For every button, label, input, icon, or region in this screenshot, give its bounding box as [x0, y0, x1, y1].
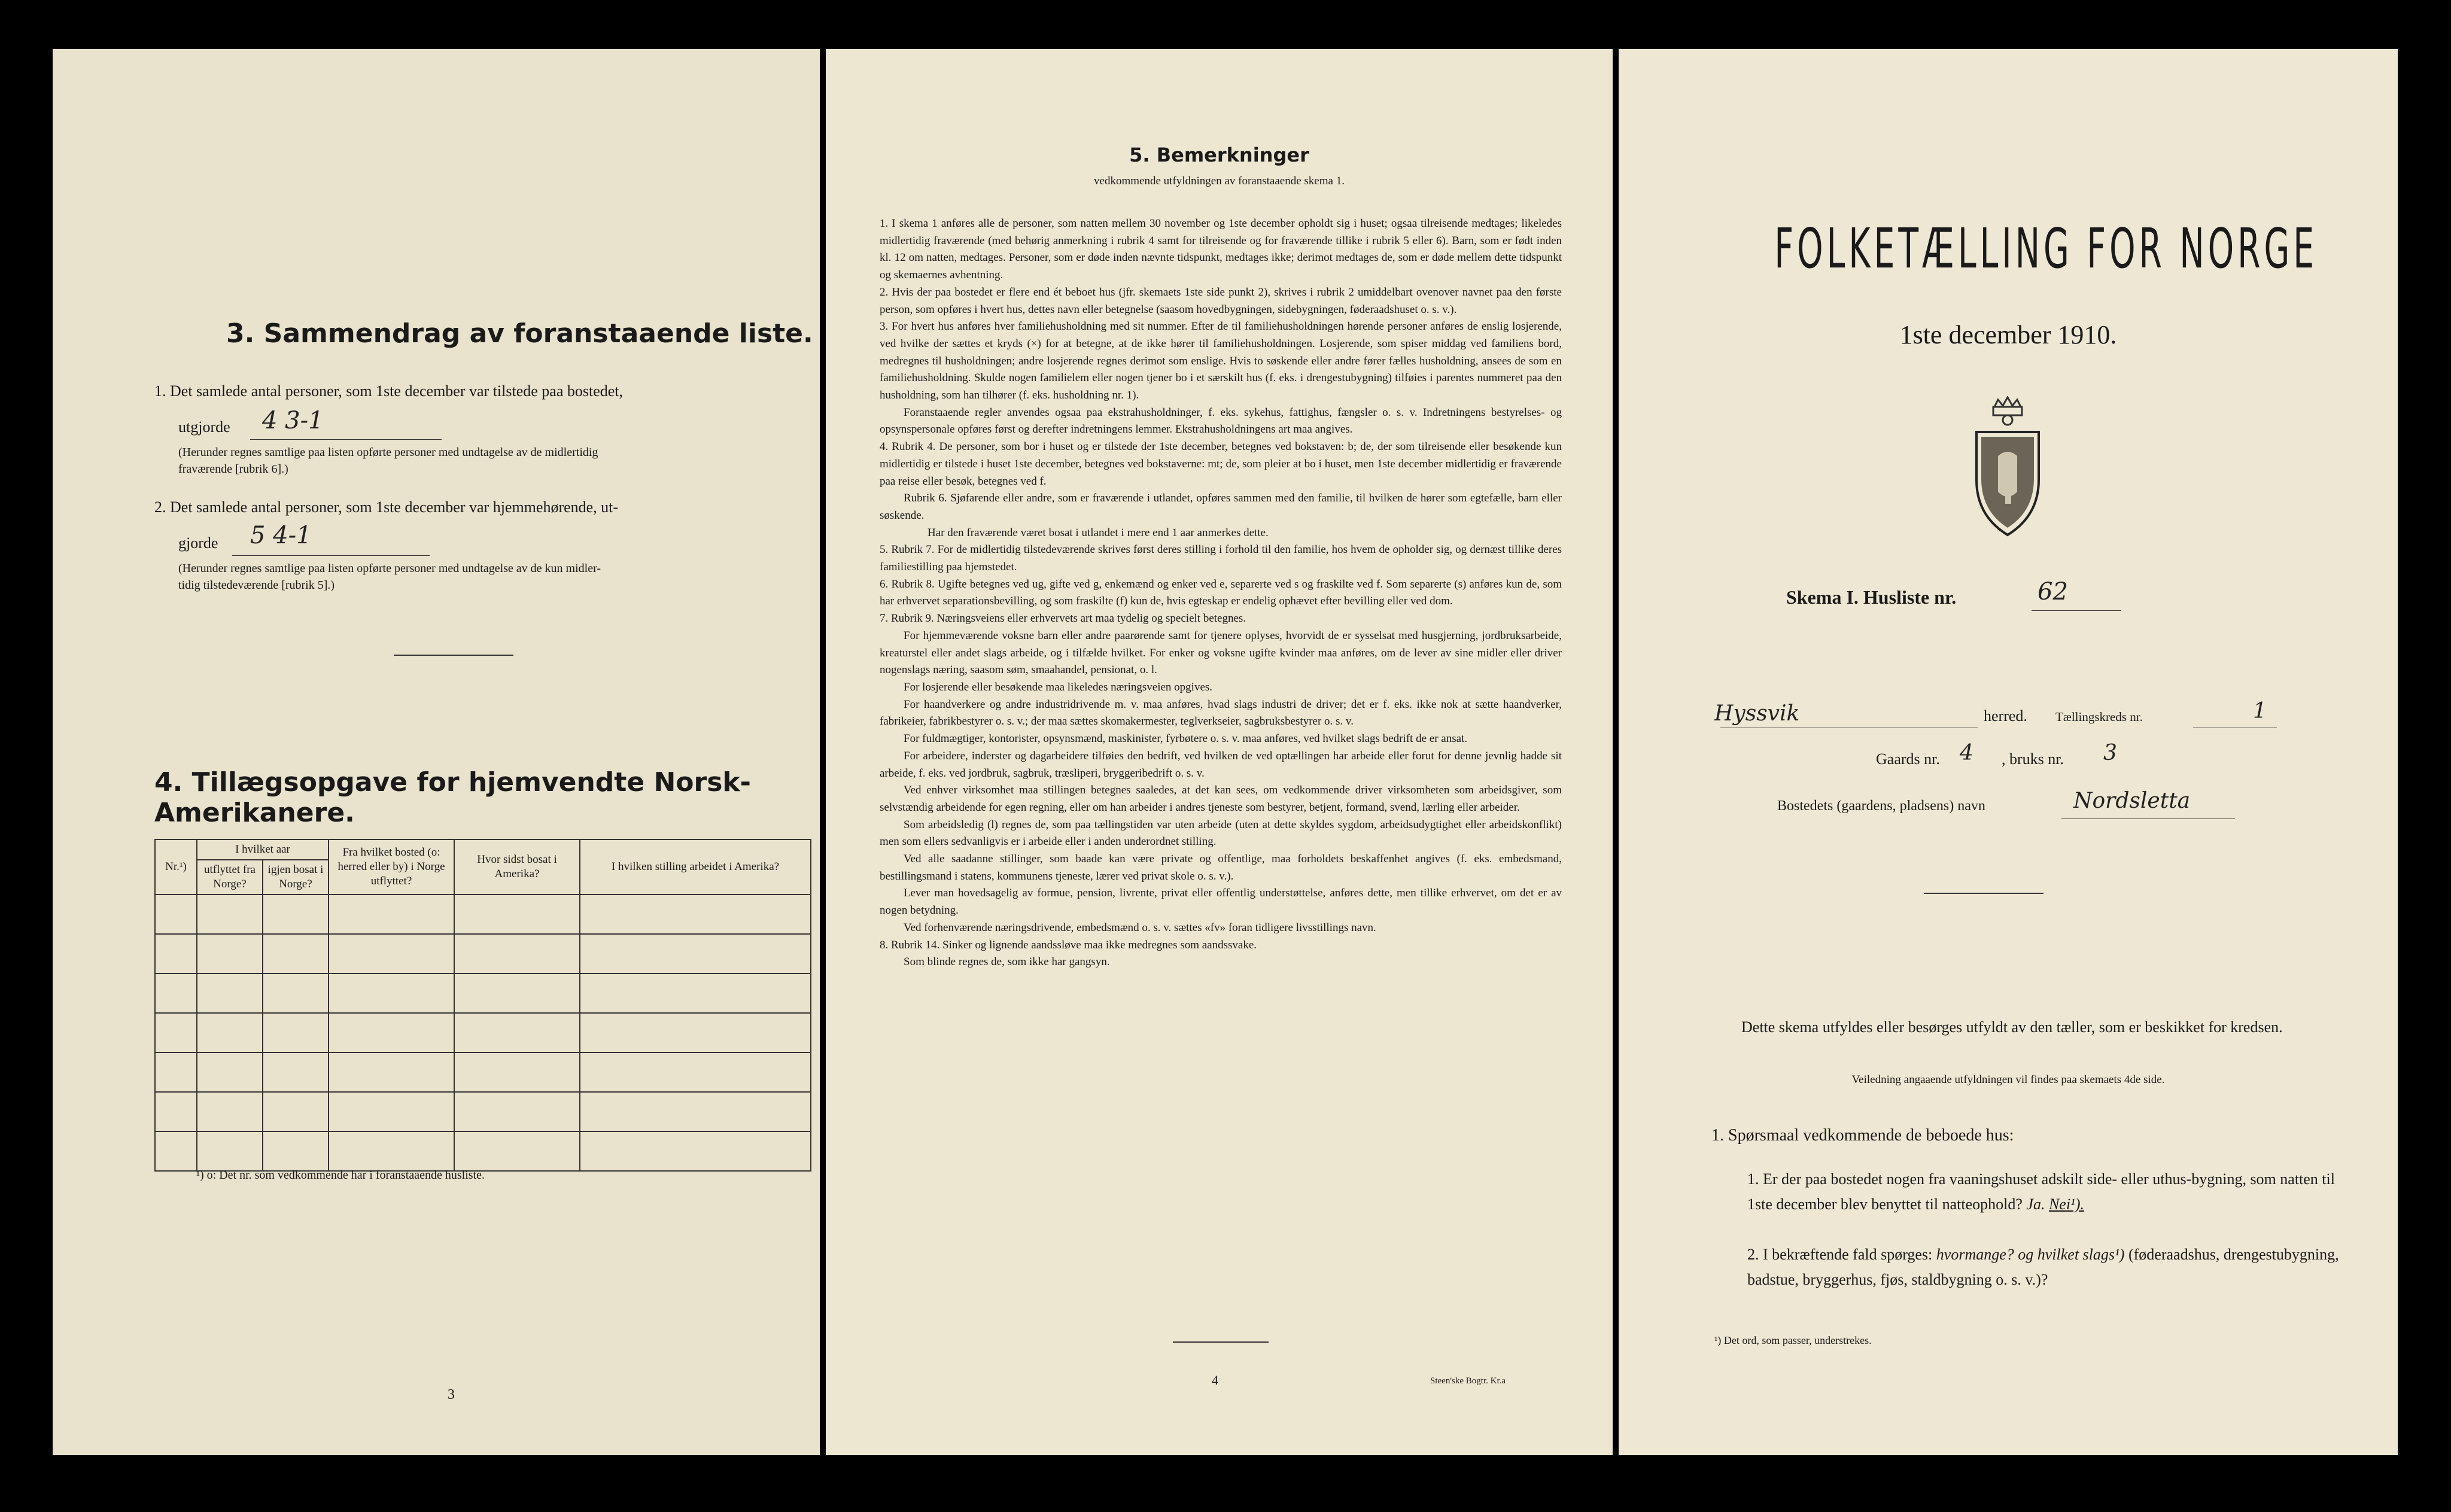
q1-label: utgjorde	[178, 418, 230, 436]
remark-3-extra: Foranstaaende regler anvendes ogsaa paa ekstrahusholdninger, f. eks. sykehus, fattighus, fængsler o. s. v. Indretningens bestyrelses- og opsynspersonale opføres først og derefter indretningens lemmer. Ekstrahusholdningens art maa angives.	[880, 406, 1562, 436]
norsk-amerikanere-table	[154, 839, 811, 1172]
remarks-title: 5. Bemerkninger	[1129, 144, 1309, 166]
remark-7-e: For arbeidere, inderster og dagarbeidere tilføies den bedrift, ved hvilken de ved optællingen har arbeide eller forut for denne jevnlig hadde sit arbeide, f. eks. ved jordbruk, sagbruk, træsliperi, bryggeribedrift o. s. v.	[880, 749, 1562, 780]
bosted-value: Nordsletta	[2073, 789, 2191, 813]
gaards-label: Gaards nr.	[1876, 750, 1940, 768]
remarks-body	[880, 215, 1562, 971]
answer-ja: Ja.	[2026, 1195, 2045, 1213]
title-wrap	[1619, 217, 2398, 281]
q1-handwritten-value: 4 3-1	[262, 407, 324, 434]
answer-nei: Nei¹).	[2048, 1195, 2085, 1213]
page-middle	[826, 49, 1613, 1455]
col-header-returned: igjen bosat i Norge?	[263, 860, 329, 895]
remark-4-abroad: Har den fraværende været bosat i utlandet i mere end 1 aar anmerkes dette.	[928, 526, 1269, 539]
table-row	[155, 895, 811, 934]
question-2-slags: og hvilket slags¹)	[2018, 1246, 2125, 1263]
instruction-text: Dette skema utfyldes eller besørges utfyldt av den tæller, som er beskikket for kredsen.	[1741, 1018, 2283, 1036]
q2-note-line2: tidig tilstedeværende [rubrik 5].)	[178, 579, 335, 592]
herred-value: Hyssvik	[1714, 701, 1800, 726]
section-4-title: 4. Tillægsopgave for hjemvendte Norsk-Amerikanere.	[154, 767, 751, 828]
table-row	[155, 1013, 811, 1052]
remark-1: 1. I skema 1 anføres alle de personer, som natten mellem 30 november og 1ste december opholdt sig i huset; ogsaa tilreisende medtages; likeledes midlertidig fraværende (med behørig anmerkning i rubrik 4 samt for tilreisende og for fraværende tillike i rubrik 5 eller 6). Barn, som er født inden kl. 12 om natten, medtages. Personer, som er døde inden nævnte tidspunkt, medtages ikke; derimot medtages de, som er døde mellem dette tidspunkt og skemaernes avhentning.	[880, 217, 1562, 282]
remark-7-a: For hjemmeværende voksne barn eller andre paarørende samt for tjenere oplyses, hvorvidt de er sysselsat med husgjerning, jordbruksarbeide, kreaturstel eller andet slags arbeide, og i tilfælde hvilket. For enker og voksne ugifte kvinder maa anføres, om de lever av sine midler eller driver nogenslags næring, saasom søm, smaahandel, pensionat, o. l.	[880, 629, 1562, 677]
remark-7-f: Ved enhver virksomhet maa stillingen betegnes saaledes, at det kan sees, om vedkommende driver virksomheten som arbeidsgiver, som selvstændig arbeidende for egen regning, eller om han arbeider i andres tjeneste som bestyrer, betjent, formand, svend, lærling eller arbeider.	[880, 784, 1562, 814]
q1-note-line1: (Herunder regnes samtlige paa listen opførte personer med undtagelse av de midlertidig	[178, 446, 598, 459]
q1-note	[178, 444, 813, 477]
remark-7-d: For fuldmægtiger, kontorister, opsynsmænd, maskinister, fyrbøtere o. s. v. maa anføres, ved hvilket slags bedrift de er ansat.	[904, 732, 1468, 746]
footnote: ¹) Det ord, som passer, understrekes.	[1714, 1334, 1872, 1346]
q2-note-line1: (Herunder regnes samtlige paa listen opførte personer med undtagelse av de kun midler-	[178, 562, 601, 575]
remark-4: 4. Rubrik 4. De personer, som bor i huset og er tilstede der 1ste december, betegnes ved bokstaven: b; de, der som tilreisende eller besøkende kun midlertidig er tilstede i huset 1ste december, betegnes ved bokstaverne: mt; de, som pleier at bo i huset, men 1ste december midlertidig er fraværende paa reise eller besøk, betegnes ved f.	[880, 440, 1562, 488]
husliste-nr-value: 62	[2038, 578, 2068, 606]
remark-2: 2. Hvis der paa bostedet er flere end ét beboet hus (jfr. skemaets 1ste side punkt 2), skrives i rubrik 2 umiddelbart ovenover navnet paa den første person, som opføres i hvert hus, dettes navn eller betegnelse (saasom hovedbygningen, sidebygningen, føderaadshuset o. s. v.).	[880, 285, 1562, 316]
remark-7-j: Ved forhenværende næringsdrivende, embedsmænd o. s. v. sættes «fv» foran tidligere livsstillings navn.	[904, 921, 1376, 934]
section-divider	[394, 655, 513, 656]
questions-heading: 1. Spørsmaal vedkommende de beboede hus:	[1711, 1126, 2014, 1145]
question-1-text: 1. Er der paa bostedet nogen fra vaaningshuset adskilt side- eller uthus-bygning, som natten til 1ste december blev benyttet til natteophold?	[1747, 1170, 2335, 1213]
section-3-title: 3. Sammendrag av foranstaaende liste.	[226, 318, 813, 349]
table-header-row-1	[155, 839, 811, 860]
bruks-value: 3	[2103, 741, 2117, 765]
instruction-guide: Veiledning angaaende utfyldningen vil findes paa skemaets 4de side.	[1851, 1073, 2165, 1086]
ornament-divider	[1924, 893, 2043, 894]
printer-mark: Steen'ske Bogtr. Kr.a	[1430, 1376, 1506, 1386]
table-row	[155, 934, 811, 973]
question-2-hvormange: hvormange?	[1936, 1246, 2014, 1263]
table-row	[155, 1052, 811, 1092]
table-row	[155, 1131, 811, 1171]
q2-handwritten-value: 5 4-1	[250, 522, 312, 549]
remark-7-c: For haandverkere og andre industridrivende m. v. maa anføres, hvad slags industri de driver; det er f. eks. ikke nok at sætte haandverker, fabrikeier, fabrikbestyrer o. s. v.; der maa sættes skomakermester, teglverkseier, sagbruksbestyrer o. s. v.	[880, 698, 1562, 728]
col-header-from: Fra hvilket bosted (o: herred eller by) i Norge utflyttet?	[329, 839, 454, 895]
remarks-subtitle: vedkommende utfyldningen av foranstaaende skema 1.	[1094, 175, 1345, 187]
col-header-group-year: I hvilket aar	[197, 839, 329, 860]
remark-7-i: Lever man hovedsagelig av formue, pension, livrente, privat eller offentlig understøttelse, anføres dette, men tillike erhvervet, om det er av nogen betydning.	[880, 887, 1562, 917]
page-number-3: 3	[448, 1387, 455, 1403]
remark-7-g: Som arbeidsledig (l) regnes de, som paa tællingstiden var uten arbeide (uten at dette skyldes sygdom, arbeidsudygtighet eller arbeidskonflikt) men som ellers sedvanligvis er i arbeide eller i anden underordnet stilling.	[880, 818, 1562, 848]
col-header-nr: Nr.¹)	[155, 839, 197, 895]
bruks-label: , bruks nr.	[2002, 750, 2064, 768]
census-date: 1ste december 1910.	[1899, 320, 2117, 349]
remark-8: 8. Rubrik 14. Sinker og lignende aandssløve maa ikke medregnes som aandssvake.	[880, 938, 1257, 951]
remark-7-h: Ved alle saadanne stillinger, som baade kan være private og offentlige, maa forholdets beskaffenhet angives (f. eks. embedsmand, bestillingsmand i statens, kommunens tjeneste, lærer ved privat skole o. s. v.).	[880, 853, 1562, 883]
q2-text: 2. Det samlede antal personer, som 1ste december var hjemmehørende, ut-	[154, 498, 619, 516]
remark-4-rubrik-6: Rubrik 6. Sjøfarende eller andre, som er fraværende i utlandet, opføres sammen med den familie, til hvilken de hører som egtefælle, barn eller søskende.	[880, 492, 1562, 522]
table-footnote: ¹) o: Det nr. som vedkommende har i foranstaaende husliste.	[196, 1169, 485, 1182]
remark-5: 5. Rubrik 7. For de midlertidig tilstedeværende skrives først deres stilling i forhold til den familie, hos hvem de opholder sig, og dernæst tillike deres familiestilling paa hjemstedet.	[880, 543, 1562, 574]
page-number-4: 4	[1212, 1373, 1218, 1388]
q2-label: gjorde	[178, 534, 218, 552]
question-2-examples: (føderaadshus, drengestubygning, badstue, bryggerhus, fjøs, staldbygning o. s. v.)?	[1747, 1246, 2339, 1288]
col-header-last-residence: Hvor sidst bosat i Amerika?	[454, 839, 580, 895]
end-divider	[1173, 1341, 1269, 1343]
remark-7: 7. Rubrik 9. Næringsveiens eller erhvervets art maa tydelig og specielt betegnes.	[880, 612, 1246, 625]
coat-of-arms-icon	[1960, 396, 2055, 540]
remark-6: 6. Rubrik 8. Ugifte betegnes ved ug, gifte ved g, enkemænd og enker ved e, separerte ved s og fraskilte ved f. Som separerte (s) anføres kun de, som har erhvervet separationsbevilling, og som fraskilte (f) kun de, hvis egteskap er endelig ophævet efter bevilling eller ved dom.	[880, 577, 1562, 608]
kreds-value: 1	[2253, 699, 2267, 723]
husliste-fill-line	[2032, 610, 2121, 611]
herred-label: herred.	[1984, 707, 2027, 725]
question-1	[1747, 1167, 2346, 1217]
q2-fill-line	[232, 555, 430, 556]
q1-fill-line	[250, 439, 442, 440]
table-row	[155, 973, 811, 1013]
page-right	[1619, 49, 2398, 1455]
schema-label: Skema I. Husliste nr.	[1786, 586, 1957, 608]
remark-8-a: Som blinde regnes de, som ikke har gangsyn.	[904, 956, 1110, 969]
gaards-value: 4	[1960, 741, 1973, 765]
page-left	[53, 49, 820, 1455]
question-2-text: 2. I bekræftende fald spørges:	[1747, 1246, 1933, 1263]
table-row	[155, 1092, 811, 1131]
col-header-occupation: I hvilken stilling arbeidet i Amerika?	[580, 839, 811, 895]
q2-note	[178, 560, 813, 594]
kreds-label: Tællingskreds nr.	[2055, 710, 2143, 724]
remark-7-b: For losjerende eller besøkende maa likeledes næringsveien opgives.	[904, 680, 1213, 693]
census-title: FOLKETÆLLING FOR NORGE	[1774, 217, 2318, 281]
col-header-emigrated: utflyttet fra Norge?	[197, 860, 263, 895]
question-2	[1747, 1242, 2346, 1292]
bosted-label: Bostedets (gaardens, pladsens) navn	[1777, 798, 1985, 814]
q1-text: 1. Det samlede antal personer, som 1ste december var tilstede paa bostedet,	[154, 382, 624, 400]
q1-note-line2: fraværende [rubrik 6].)	[178, 463, 288, 476]
remark-3: 3. For hvert hus anføres hver familiehusholdning med sit nummer. Efter de til familiehusholdningen hørende personer anføres de enslig losjerende, ved hvilke der sættes et kryds (×) for at betegne, at de ikke hører til familiehusholdningen. Losjerende, som spiser middag ved familiens bord, medregnes til husholdningen; andre losjerende regnes derimot som enslige. Hvis to søskende eller andre fører fælles husholdning, ansees de som en familiehusholdning. Skulde nogen familielem eller nogen tjener bo i et særskilt hus (f. eks. i drengestubygning) tilføies i parentes nummeret paa den husholdning, som han tilhører (f. eks. husholdning nr. 1).	[880, 320, 1562, 402]
